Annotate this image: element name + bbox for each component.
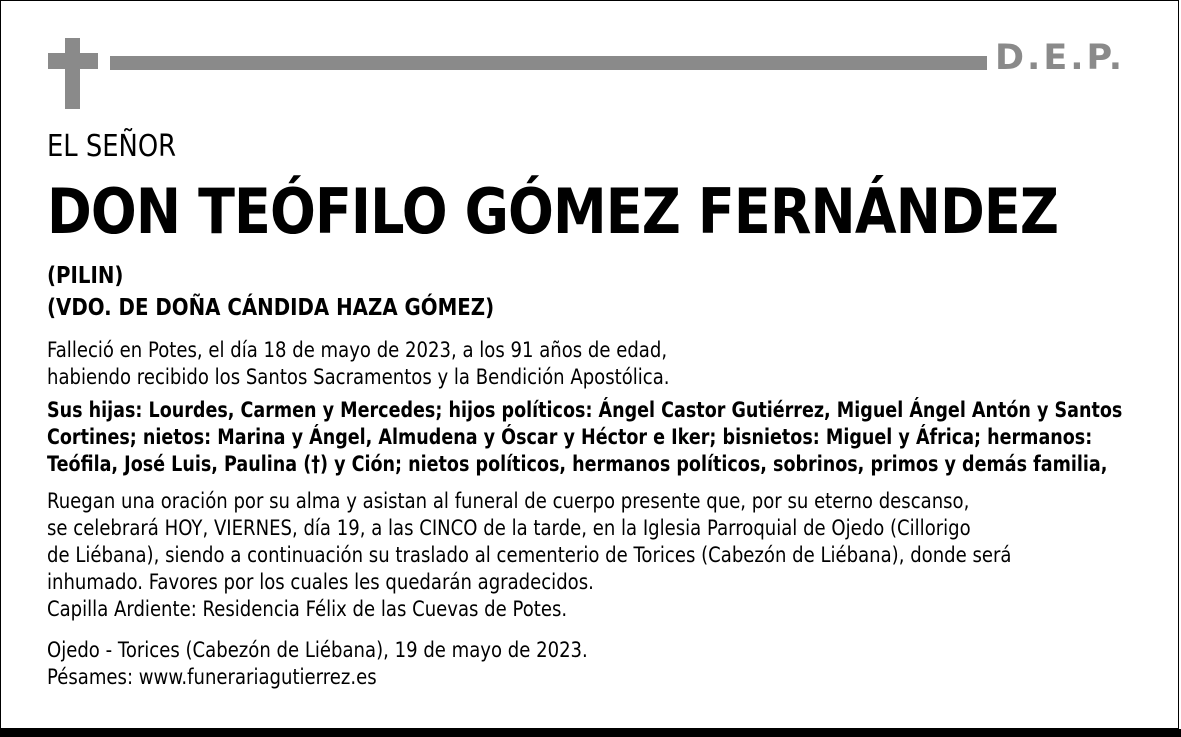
family-paragraph [47, 397, 1122, 478]
funeral-line: inhumado. Favores por los cuales les quedarán agradecidos. [47, 570, 594, 594]
place-date: Ojedo - Torices (Cabezón de Liébana), 19 de mayo de 2023. [47, 638, 588, 662]
death-line: habiendo recibido los Santos Sacramentos y la Bendición Apostólica. [47, 365, 670, 389]
cross-icon [65, 38, 80, 109]
family-line: Sus hijas: Lourdes, Carmen y Mercedes; hijos políticos: Ángel Castor Gutiérrez, Miguel Ángel Antón y Santos [47, 398, 1123, 422]
dep-label: D.E.P. [995, 38, 1126, 78]
family-line: Cortines; nietos: Marina y Ángel, Almudena y Óscar y Héctor e Iker; bisnietos: Miguel y África; hermanos: [47, 425, 1093, 449]
funeral-line: se celebrará HOY, VIERNES, día 19, a las CINCO de la tarde, en la Iglesia Parroquial de Ojedo (Cillorigo [47, 516, 971, 540]
deceased-alias: (PILIN) [47, 263, 124, 289]
footer [47, 637, 588, 691]
funeral-line: de Liébana), siendo a continuación su traslado al cementerio de Torices (Cabezón de Liébana), donde será [47, 543, 1012, 567]
title-prefix: EL SEÑOR [47, 129, 177, 164]
widower-of: (VDO. DE DOÑA CÁNDIDA HAZA GÓMEZ) [47, 295, 495, 321]
header-rule [110, 56, 987, 70]
death-line: Falleció en Potes, el día 18 de mayo de 2023, a los 91 años de edad, [47, 338, 668, 362]
deceased-name: DON TEÓFILO GÓMEZ FERNÁNDEZ [47, 175, 1059, 248]
death-paragraph [47, 337, 670, 391]
chapel-line: Capilla Ardiente: Residencia Félix de las Cuevas de Potes. [47, 597, 568, 621]
bottom-bar [0, 729, 1181, 737]
cross-icon-arm [48, 53, 98, 69]
funeral-line: Ruegan una oración por su alma y asistan al funeral de cuerpo presente que, por su eterno descanso, [47, 489, 970, 513]
condolences-link[interactable]: Pésames: www.funerariagutierrez.es [47, 665, 377, 689]
funeral-paragraph [47, 488, 1012, 623]
family-line: Teófila, José Luis, Paulina (†) y Ción; nietos políticos, hermanos políticos, sobrinos, primos y demás familia, [47, 452, 1108, 476]
